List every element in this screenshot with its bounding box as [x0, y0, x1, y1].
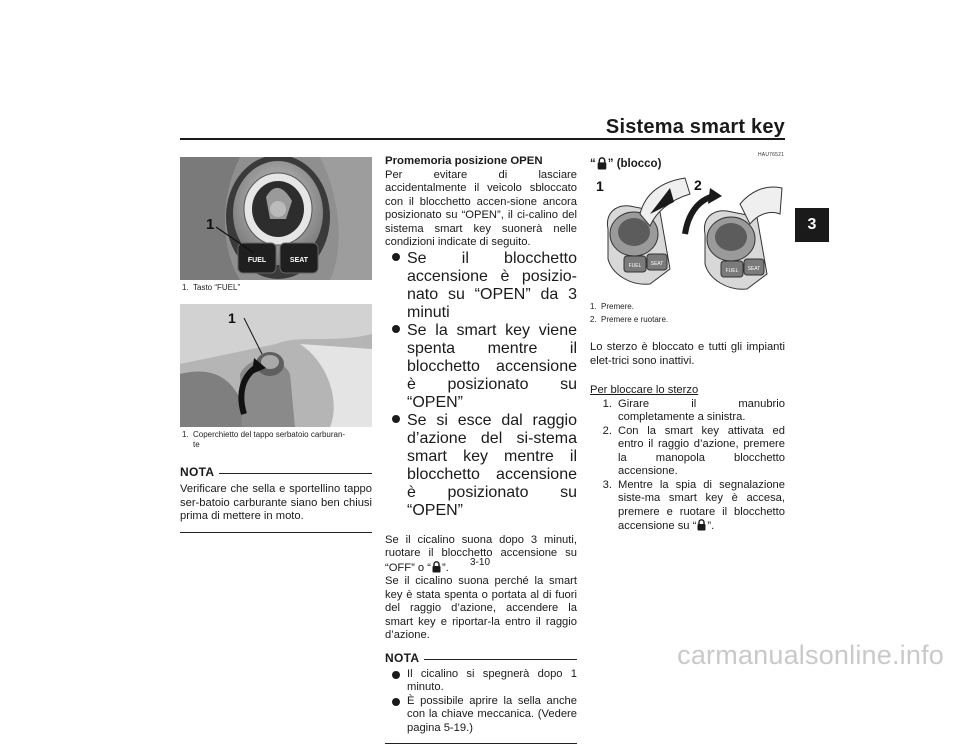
figure-fuel-button [180, 157, 372, 280]
paragraph [385, 534, 577, 576]
figure-fuel-cap [180, 304, 372, 427]
nota-title: NOTA [180, 465, 214, 479]
heading-open-quote: “ [590, 158, 596, 170]
paragraph: Se il cicalino suona perché la smart key è stata spenta o portata al di fuori del raggio d’azione, accendere la smart key e riportar-la entro il raggio d’azione. [385, 575, 577, 643]
paragraph: Lo sterzo è bloccato e tutti gli impianti elet-trici sono inattivi. [590, 341, 785, 368]
figure-marker: 1 [596, 178, 604, 194]
figure-marker: 1 [206, 216, 214, 233]
caption-number: 2. [590, 315, 601, 325]
lock-icon [432, 561, 441, 573]
caption-number: 1. [182, 430, 193, 440]
step-number: 2. [590, 425, 618, 479]
caption-text: Coperchietto del tappo serbatoio carburan- [193, 430, 345, 439]
lock-icon [597, 157, 607, 170]
list-item [392, 322, 577, 412]
step-text: Girare il manubrio completamente a sinistra. [618, 398, 785, 425]
list-item-text: È possibile aprire la sella anche con la chiave meccanica. (Vedere pagina 5-19.) [407, 695, 577, 736]
step-text: Con la smart key attivata ed entro il raggio d’azione, premere la manopola blocchetto accensione. [618, 425, 785, 479]
list-item [392, 412, 577, 520]
reference-code: HAU76521 [758, 152, 784, 158]
paragraph-text-end: ”. [442, 562, 449, 574]
caption-number: 1. [590, 302, 601, 312]
right-text [590, 341, 785, 534]
list-item-text: Il cicalino si spegnerà dopo 1 minuto. [407, 668, 577, 695]
list-item [392, 250, 577, 322]
list-item [590, 398, 785, 425]
list-item [392, 695, 577, 736]
page-number: 3-10 [470, 557, 490, 568]
figure-caption [182, 283, 240, 293]
figure-caption-list [590, 302, 668, 325]
list-item-text: Se il blocchetto accensione è posizio-nato su “OPEN” da 3 minuti [407, 250, 577, 322]
nota-title: NOTA [385, 651, 419, 665]
caption-text: Premere e ruotare. [601, 315, 668, 324]
caption-text: Tasto “FUEL” [193, 283, 240, 292]
section-heading: Promemoria posizione OPEN [385, 155, 577, 169]
chapter-tab: 3 [795, 208, 829, 242]
list-item-text: Se la smart key viene spenta mentre il blocchetto accensione è posizionato su “OPEN” [407, 322, 577, 412]
step-text-a: Mentre la spia di segnalazione siste-ma smart key è accesa, premere e ruotare il blocchetto accensione su “ [618, 479, 785, 533]
list-item [392, 668, 577, 695]
caption-text-continued: te [182, 440, 374, 450]
seat-label: SEAT [748, 266, 761, 272]
figure-caption [182, 430, 374, 450]
list-item [590, 479, 785, 534]
nota-box [385, 651, 577, 744]
seat-button-label: SEAT [290, 257, 309, 264]
intro-paragraph: Per evitare di lasciare accidentalmente il veicolo sbloccato con il blocchetto accen-sione ancora posizionato su “OPEN”, il ci-calino del sistema smart key suonerà nelle condizioni indicate di seguito. [385, 169, 577, 250]
lock-operation-illustration [590, 174, 785, 296]
list-item [590, 425, 785, 479]
page-title: Sistema smart key [606, 116, 785, 139]
header-rule [180, 138, 785, 140]
caption-text: Premere. [601, 302, 634, 311]
step-number: 1. [590, 398, 618, 425]
section-heading [590, 157, 661, 170]
nota-heading [180, 465, 372, 479]
fuel-label: FUEL [726, 268, 739, 274]
fuel-label: FUEL [629, 263, 642, 269]
seat-label: SEAT [651, 261, 664, 267]
fuel-cap-illustration [180, 304, 372, 427]
fuel-button-illustration [180, 157, 372, 280]
list-item-text: Se si esce dal raggio d’azione del si-stema smart key mentre il blocchetto accensione è posizionato su “OPEN” [407, 412, 577, 520]
paragraph-text: Se il cicalino suona dopo 3 minuti, ruotare il blocchetto accensione su “OFF” o “ [385, 534, 577, 574]
step-text [618, 479, 785, 534]
middle-column [385, 155, 577, 744]
figure-marker: 1 [228, 310, 236, 326]
lock-icon [697, 519, 706, 531]
fuel-button-label: FUEL [248, 257, 267, 264]
figure-lock-operation [590, 174, 785, 296]
subheading: Per bloccare lo sterzo [590, 384, 785, 398]
figure-marker: 2 [694, 177, 702, 193]
nota-box [180, 465, 372, 533]
nota-text: Verificare che sella e sportellino tappo ser-batoio carburante siano ben chiusi prima di mettere in moto. [180, 483, 372, 524]
nota-rule [180, 532, 372, 533]
heading-text: ” (blocco) [608, 158, 662, 170]
watermark: carmanualsonline.info [677, 640, 944, 671]
step-text-b: ”. [707, 520, 714, 532]
step-number: 3. [590, 479, 618, 534]
nota-heading [385, 651, 577, 665]
caption-number: 1. [182, 283, 193, 293]
